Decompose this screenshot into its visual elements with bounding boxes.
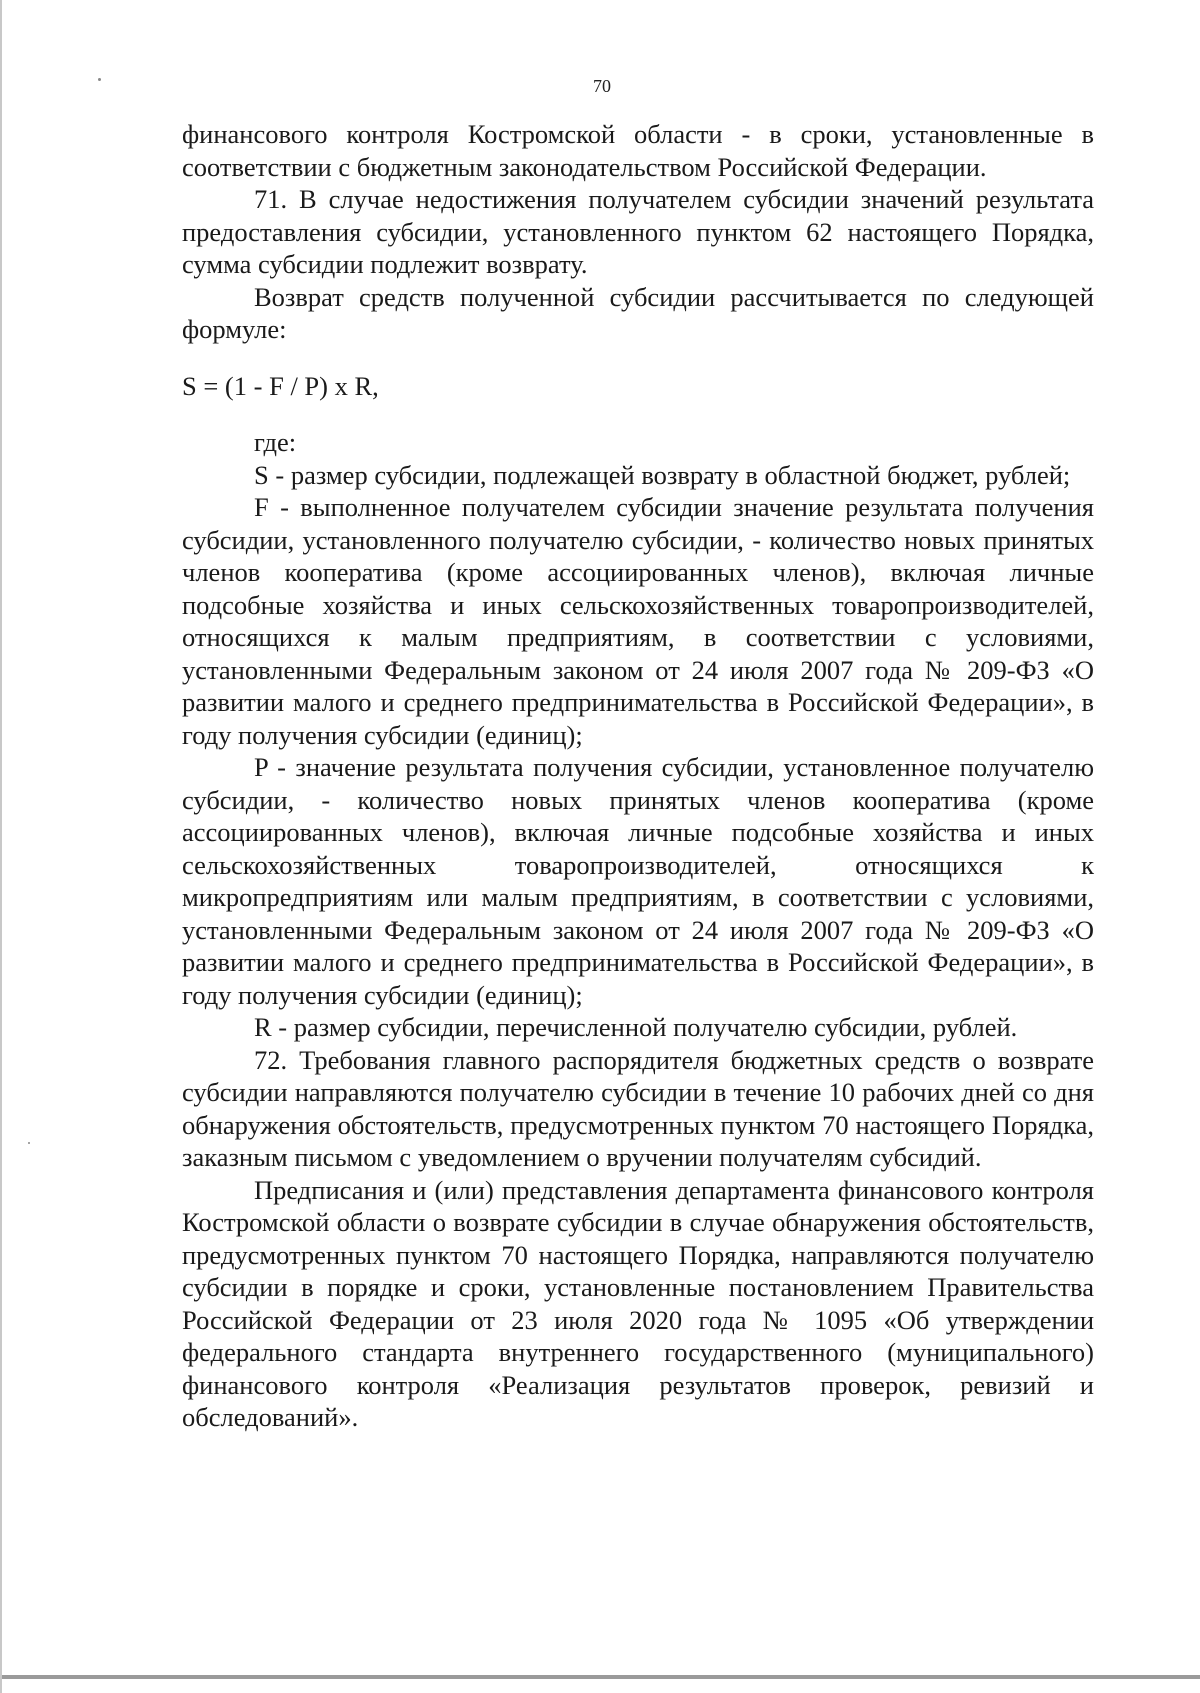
paragraph-71: 71. В случае недостижения получателем субсидии значений результата предоставления субсидии, установленного пунктом 62 настоящего Порядка, сумма субсидии подлежит возврату. (182, 184, 1094, 279)
definition-r: R - размер субсидии, перечисленной получателю субсидии, рублей. (254, 1012, 1018, 1042)
paragraph-continuation: финансового контроля Костромской области - в сроки, установленные в соответствии с бюджетным законодательством Российской Федерации. (182, 119, 1094, 182)
paragraph-72: 72. Требования главного распорядителя бюджетных средств о возврате субсидии направляются получателю субсидии в течение 10 рабочих дней со дня обнаружения обстоятельств, предусмотренных пунктом 70 настоящего Порядка, заказным письмом с уведомлением о вручении получателям субсидий. (182, 1044, 1094, 1172)
paragraph-orders: Предписания и (или) представления департамента финансового контроля Костромской области о возврате субсидии в случае обнаружения обстоятельств, предусмотренных пунктом 70 настоящего Порядка, направляются получателю субсидии в порядке и сроки, установленные постановлением Правительства Российской Федерации от 23 июля 2020 года № 1095 «Об утверждении федерального стандарта внутреннего государственного (муниципального) финансового контроля «Реализация результатов проверок, ревизий и обследований». (182, 1174, 1094, 1432)
definition-p: P - значение результата получения субсидии, установленное получателю субсидии, - количество новых принятых членов кооператива (кроме ассоциированных членов), включая личные подсобные хозяйства и иных сельскохозяйственных товаропроизводителей, относящихся к микропредприятиям или малым предприятиям, в соответствии с условиями, установленными Федеральным законом от 24 июля 2007 года № 209-ФЗ «О развитии малого и среднего предпринимательства в Российской Федерации», в году получения субсидии (единиц); (182, 752, 1094, 1010)
definition-s: S - размер субсидии, подлежащей возврату в областной бюджет, рублей; (254, 459, 1071, 490)
paragraph-where: где: (254, 427, 297, 457)
refund-formula: S = (1 - F / P) x R, (182, 370, 379, 401)
document-body (182, 118, 1094, 1434)
scan-speck (28, 1142, 30, 1144)
definition-f: F - выполненное получателем субсидии значение результата получения субсидии, установленного получателю субсидии, - количество новых принятых членов кооператива (кроме ассоциированных членов), включая личные подсобные хозяйства и иных сельскохозяйственных товаропроизводителей, относящихся к малым предприятиям, в соответствии с условиями, установленными Федеральным законом от 24 июля 2007 года № 209-ФЗ «О развитии малого и среднего предпринимательства в Российской Федерации», в году получения субсидии (единиц); (182, 492, 1094, 750)
page-number: 70 (593, 76, 611, 96)
paragraph-refund-calculation: Возврат средств полученной субсидии рассчитывается по следующей формуле: (182, 281, 1094, 344)
scan-bottom-edge (2, 1675, 1200, 1679)
